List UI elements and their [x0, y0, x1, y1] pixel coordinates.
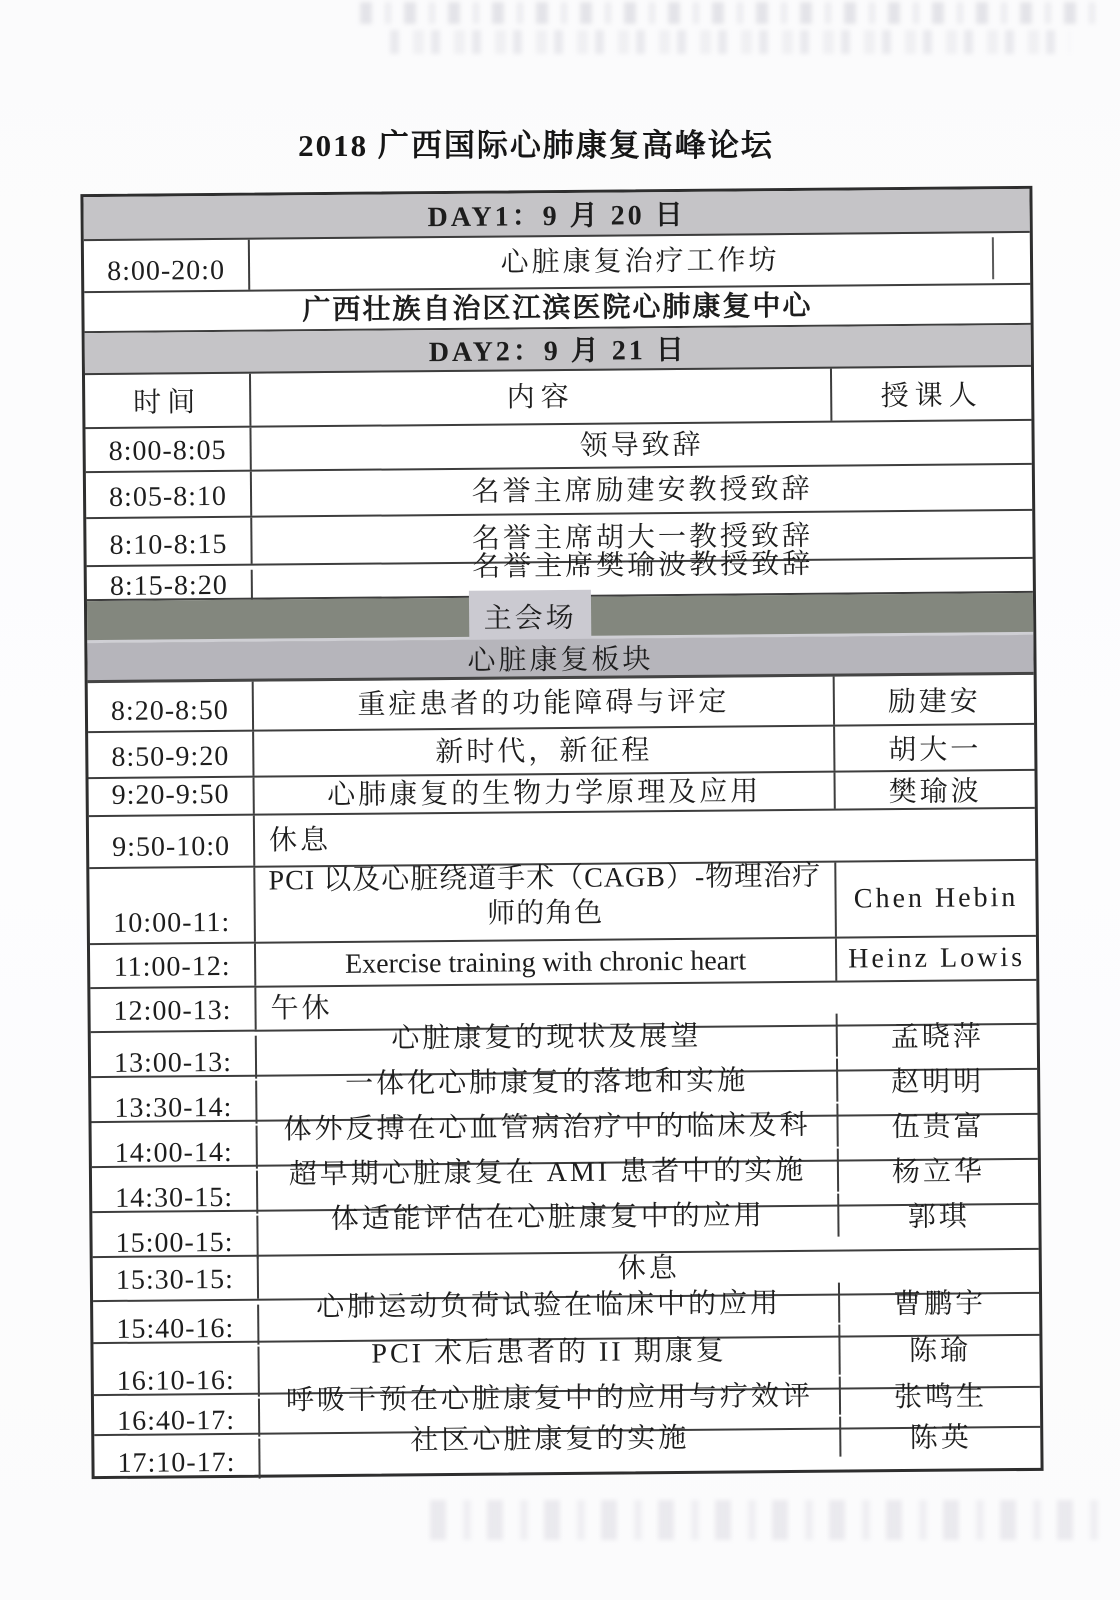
table-row	[89, 861, 1036, 945]
content-cell: 超早期心脏康复在 AMI 患者中的实施	[288, 1154, 807, 1191]
time-cell: 16:40-17:	[94, 1399, 260, 1438]
table-row	[94, 1422, 1040, 1479]
scan-bleed-noise-bottom	[430, 1500, 1110, 1540]
time-cell: 13:30-14:	[91, 1081, 257, 1125]
content-cell: 新时代，新征程	[435, 734, 653, 768]
day1-header-label: DAY1：9 月 20 日	[427, 199, 686, 234]
content-cell: PCI 术后患者的 II 期康复	[371, 1335, 727, 1370]
content-cell: 呼吸干预在心脏康复中的应用与疗效评	[285, 1380, 814, 1416]
table-row	[86, 465, 1032, 519]
time-cell: 13:00-13:	[91, 1036, 257, 1080]
scan-bleed-noise-top-1	[360, 2, 1100, 24]
time-cell: 8:00-20:0	[84, 240, 250, 291]
content-column-header: 内容	[506, 381, 575, 413]
content-cell: 心脏康复的现状及展望	[391, 1020, 702, 1055]
time-cell: 15:00-15:	[92, 1216, 258, 1260]
content-cell: 名誉主席樊瑜波教授致辞	[472, 548, 814, 583]
time-cell: 15:40-16:	[93, 1305, 259, 1346]
speaker-cell: 郭琪	[837, 1192, 1038, 1237]
speaker-cell: 杨立华	[837, 1147, 1038, 1192]
content-cell: 心脏康复治疗工作坊	[500, 244, 780, 279]
content-cell: PCI 以及心脏绕道手术（CAGB）-物理治疗 师的角色	[268, 860, 822, 930]
main-venue-label: 主会场	[469, 589, 590, 640]
time-cell: 8:50-9:20	[88, 732, 254, 777]
speaker-cell: 樊瑜波	[833, 771, 1034, 809]
content-cell: 重症患者的功能障碍与评定	[357, 686, 730, 721]
speaker-cell: 孟晓萍	[836, 1012, 1037, 1057]
speaker-cell: 励建安	[833, 675, 1034, 725]
speaker-cell: 陈英	[839, 1415, 1040, 1457]
speaker-cell: 陈瑜	[838, 1323, 1039, 1375]
speaker-column-header: 授课人	[830, 367, 1031, 421]
speaker-cell: Heinz Lowis	[835, 937, 1036, 981]
table-row	[88, 675, 1034, 733]
content-cell: 心肺康复的生物力学原理及应用	[327, 775, 762, 811]
scan-bleed-noise-top-2	[390, 30, 1070, 54]
content-cell: 社区心脏康复的实施	[410, 1422, 690, 1456]
speaker-cell: 伍贵富	[836, 1102, 1037, 1147]
time-cell: 15:30-15:	[93, 1257, 259, 1300]
speaker-cell: 赵明明	[836, 1057, 1037, 1102]
content-cell: 休息	[617, 1252, 680, 1285]
column-header-row	[85, 367, 1031, 429]
document-title: 2018 广西国际心肺康复高峰论坛	[298, 128, 774, 163]
content-cell: 一体化心肺康复的落地和实施	[345, 1065, 749, 1100]
time-column-header: 时间	[85, 374, 251, 427]
time-cell: 8:15-8:20	[87, 570, 253, 603]
time-cell: 11:00-12:	[90, 944, 256, 987]
content-cell: 心肺运动负荷试验在临床中的应用	[315, 1287, 782, 1323]
time-cell: 8:20-8:50	[88, 682, 254, 731]
content-cell: 领导致辞	[579, 429, 704, 462]
venue-label: 广西壮族自治区江滨医院心肺康复中心	[302, 290, 813, 326]
time-cell: 10:00-11:	[89, 868, 256, 943]
time-cell: 14:00-14:	[92, 1126, 258, 1170]
time-cell: 12:00-13:	[90, 988, 256, 1031]
content-cell: 名誉主席胡大一教授致辞	[471, 520, 814, 555]
cardiac-rehab-section-label: 心脏康复板块	[467, 643, 654, 677]
speaker-cell: 曹鹏宇	[838, 1281, 1039, 1323]
time-cell: 8:00-8:05	[85, 428, 251, 471]
schedule-table	[80, 186, 1043, 1479]
content-cell: 体外反搏在心血管病治疗中的临床及科	[283, 1109, 811, 1146]
content-cell: 休息	[268, 824, 332, 857]
table-row	[84, 233, 1030, 293]
time-cell: 9:50-10:0	[89, 816, 255, 867]
time-cell: 17:10-17:	[94, 1439, 260, 1480]
stray-column-line	[992, 237, 994, 279]
day2-header-label: DAY2：9 月 21 日	[428, 334, 687, 369]
speaker-cell: 胡大一	[833, 725, 1034, 771]
content-cell: 午休	[270, 992, 333, 1025]
time-cell: 8:10-8:15	[86, 518, 252, 565]
time-cell: 16:10-16:	[93, 1347, 259, 1398]
content-cell: 名誉主席励建安教授致辞	[471, 473, 813, 508]
time-cell: 8:05-8:10	[86, 472, 252, 517]
content-cell: 体适能评估在心脏康复中的应用	[330, 1200, 765, 1236]
time-cell: 14:30-15:	[92, 1171, 258, 1215]
speaker-cell: 张鸣生	[839, 1375, 1040, 1415]
time-cell: 9:20-9:50	[89, 778, 255, 815]
content-cell: Exercise training with chronic heart	[344, 944, 747, 980]
speaker-cell: Chen Hebin	[834, 861, 1036, 937]
